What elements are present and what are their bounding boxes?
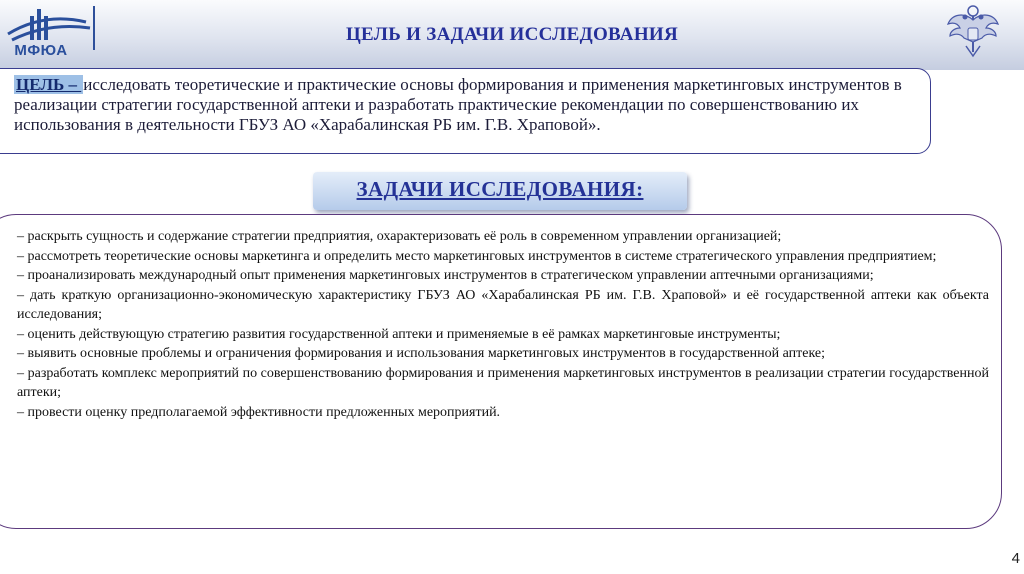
page-title: ЦЕЛЬ И ЗАДАЧИ ИССЛЕДОВАНИЯ (345, 24, 679, 45)
russian-coat-of-arms-icon (944, 2, 1002, 60)
task-item: – дать краткую организационно-экономическую характеристику ГБУЗ АО «Харабалинская РБ им. Г.В. Храповой» и её государственной аптеки как объекта исследования; (17, 287, 989, 322)
page-number: 4 (1011, 550, 1020, 567)
task-item: – проанализировать международный опыт применения маркетинговых инструментов в стратегическом управлении аптечными организациями; (17, 268, 874, 283)
goal-text: исследовать теоретические и практические основы формирования и применения маркетинговых инструментов в реализации стратегии государственной аптеки и разработать практические рекомендации по совершенствованию их использования в деятельности ГБУЗ АО «Харабалинская РБ им. Г.В. Храповой». (14, 75, 902, 134)
task-item: – выявить основные проблемы и ограничения формирования и использования маркетинговых инструментов в государственной аптеке; (17, 346, 826, 361)
task-item: – разработать комплекс мероприятий по совершенствованию формирования и применения маркетинговых инструментов в реализации стратегии государственной аптеки; (17, 365, 989, 400)
task-item: – рассмотреть теоретические основы маркетинга и определить место маркетинговых инструментов в системе стратегического управления предприятием; (17, 248, 937, 264)
tasks-list (17, 227, 989, 422)
logo-text: МФЮА (14, 42, 68, 59)
task-item: – оценить действующую стратегию развития государственной аптеки и применяемые в её рамках маркетинговые инструменты; (17, 326, 781, 342)
slide-header (0, 0, 1024, 70)
task-item: – провести оценку предполагаемой эффективности предложенных мероприятий. (17, 404, 501, 420)
goal-paragraph (14, 75, 924, 135)
task-item: – раскрыть сущность и содержание стратегии предприятия, охарактеризовать её роль в современном управлении организацией; (17, 229, 782, 244)
goal-label: ЦЕЛЬ – (16, 75, 82, 94)
tasks-heading (313, 172, 687, 210)
tasks-heading-text: ЗАДАЧИ ИССЛЕДОВАНИЯ: (356, 177, 644, 201)
